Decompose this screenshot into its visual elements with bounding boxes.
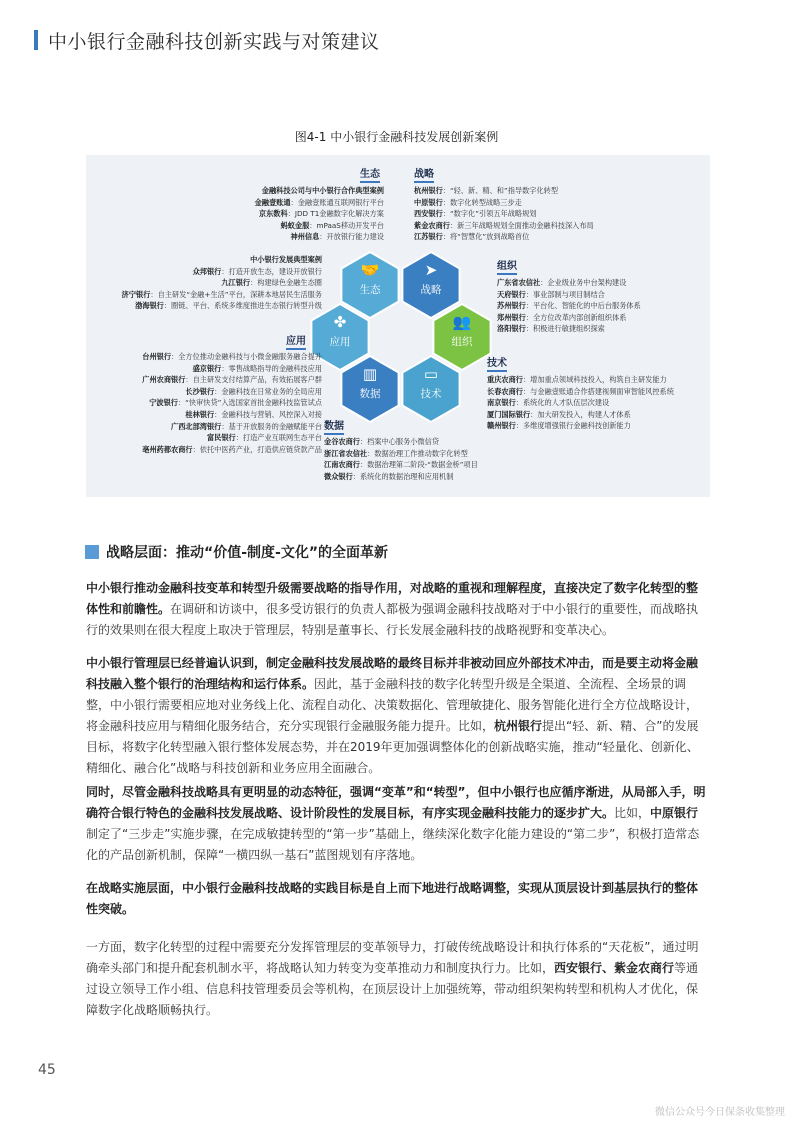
list-item: 金融壹账通：金融壹账通互联网银行平台	[254, 197, 384, 207]
list-item: 富民银行：打造产业互联网生态平台	[206, 433, 322, 443]
list-item: 江南农商行：数据治理第二阶段-“数据金桥”项目	[324, 460, 478, 470]
list-item: 亳州药都农商行：依托中医药产业，打造供应链贷款产品	[142, 444, 322, 454]
figure-panel	[86, 155, 710, 497]
list-item: 广州农商银行：自主研发支付结算产品，有效拓展客户群	[142, 375, 322, 385]
shengtai-group2-head: 中小银行发展典型案例	[250, 255, 322, 264]
hex-label-shengtai: 生态	[359, 284, 381, 296]
hex-label-yingyong: 应用	[329, 336, 351, 348]
shengtai-group1	[255, 185, 384, 243]
list-item: 京东数科：JDD T1金融数字化解决方案	[258, 209, 384, 219]
list-item: 紫金农商行：新三年战略规划全面推动金融科技深入布局	[414, 220, 594, 230]
paragraph-2: 中小银行管理层已经普遍认识到，制定金融科技发展战略的最终目标并非被动回应外部技术冲击，而是要主动将金融科技融入整个银行的治理结构和运行体系。因此，基于金融科技的数字化转型升级是全渠道、全流程、全场景的调整，中小银行需要相应地对业务线上化、流程自动化、决策数据化、管理敏捷化、服务智能化进行全方位战略设计，将金融科技应用与精细化服务结合，充分实现银行金融服务能力提升。比如，杭州银行提出“轻、新、精、合”的发展目标，将数字化转型融入银行整体发展态势，并在2019年更加强调整体化的创新战略实施，推动“轻量化、创新化、精细化、融合化”战略与科技创新和业务应用全面融合。	[86, 656, 699, 775]
hex-label-jishu: 技术	[420, 388, 442, 400]
list-item: 中原银行：数字化转型战略三步走	[414, 197, 522, 207]
watermark: 微信公众号今日保条收集整理	[655, 1107, 785, 1118]
zuzhi-list	[497, 277, 641, 335]
zhanlue-list	[414, 185, 594, 243]
jishu-list	[487, 374, 674, 432]
list-item: 浙江省农信社：数据治理工作推动数字化转型	[324, 448, 468, 458]
list-item: 郑州银行：全方位改革内部创新组织体系	[497, 312, 627, 322]
list-item: 南京银行：系统化的人才队伍层次建设	[487, 398, 610, 408]
category-shuju: 数据	[324, 417, 344, 435]
list-item: 济宁银行：自主研发“金融+生活”平台，深耕本地居民生活服务	[121, 289, 322, 299]
list-item: 苏州银行：平台化、智能化的中后台服务体系	[497, 301, 641, 311]
shuju-list	[324, 436, 478, 482]
list-item: 江苏银行：将“智慧化”放到战略首位	[414, 232, 530, 242]
list-item: 微众银行：系统化的数据治理和应用机制	[324, 471, 454, 481]
yingyong-list	[142, 351, 322, 455]
paragraph-5: 一方面，数字化转型的过程中需要充分发挥管理层的变革领导力，打破传统战略设计和执行体系的“天花板”，通过明确牵头部门和提升配套机制水平，将战略认知力转变为变革推动力和制度执行力。比如，西安银行、紫金农商行等通过设立领导工作小组、信息科技管理委员会等机构，在顶层设计上加强统筹，带动组织架构转型和机构人才优化，保障数字化战略顺畅执行。	[86, 940, 699, 1017]
page-header-title: 中小银行金融科技创新实践与对策建议	[48, 31, 380, 53]
hex-label-shuju: 数据	[359, 388, 381, 400]
list-item: 杭州银行：“轻、新、精、和”指导数字化转型	[414, 186, 559, 195]
list-item: 广西北部湾银行：基于开放服务的金融赋能平台	[171, 421, 322, 431]
header-accent-bar	[34, 30, 38, 50]
page-number: 45	[38, 1062, 56, 1078]
hex-label-zhanlue: 战略	[420, 284, 442, 296]
handshake-icon: 🤝	[360, 261, 380, 279]
list-item: 蚂蚁金服：mPaaS移动开发平台	[280, 220, 384, 230]
people-icon: 👥	[452, 313, 472, 331]
list-item: 重庆农商行：增加重点领域科技投入，构筑自主研发能力	[487, 375, 667, 384]
list-item: 洛阳银行：积极进行敏捷组织探索	[497, 324, 605, 334]
section-marker	[85, 545, 99, 559]
list-item: 赣州银行：多维度增强银行金融科技创新能力	[487, 421, 631, 431]
paper-plane-icon: ➤	[424, 261, 438, 279]
category-zhanlue: 战略	[414, 165, 434, 183]
list-item: 长春农商行：与金融壹账通合作搭建视频面审智能风控系统	[487, 386, 674, 396]
list-item: 金谷农商行：档案中心服务小微信贷	[324, 437, 440, 446]
hex-label-zuzhi: 组织	[451, 336, 473, 348]
category-shengtai: 生态	[360, 165, 380, 183]
shengtai-group2	[122, 254, 322, 312]
list-item: 九江银行：构建绿色金融生态圈	[221, 278, 322, 288]
category-yingyong: 应用	[286, 332, 306, 350]
category-zuzhi: 组织	[497, 257, 517, 275]
list-item: 渤海银行：圈链、平台、系统多维度推进生态银行转型升级	[135, 301, 322, 311]
list-item: 盛京银行：零售战略指导的金融科技应用	[192, 363, 322, 373]
monitor-icon: ▭	[423, 365, 439, 383]
category-jishu: 技术	[487, 354, 507, 372]
list-item: 神州信息：开放银行能力建设	[290, 232, 384, 242]
shengtai-group1-head: 金融科技公司与中小银行合作典型案例	[261, 186, 384, 195]
list-item: 宁波银行：“快审快贷”入选国家首批金融科技监管试点	[149, 398, 322, 408]
list-item: 众邦银行：打造开放生态，建设开放银行	[192, 266, 322, 276]
list-item: 广东省农信社：企业级业务中台架构建设	[497, 278, 627, 287]
bar-chart-icon: ▥	[362, 365, 378, 383]
paragraph-3: 同时，尽管金融科技战略具有更明显的动态特征，强调“变革”和“转型”，但中小银行也应循序渐进，从局部入手，明确符合银行特色的金融科技发展战略、设计阶段性的发展目标，有序实现金融科技能力的逐步扩大。比如，中原银行制定了“三步走”实施步骤，在完成敏捷转型的“第一步”基础上，继续深化数字化能力建设的“第二步”，积极打造常态化的产品创新机制，保障“一横四纵一基石”蓝图规划有序落地。	[86, 785, 706, 862]
paragraph-4: 在战略实施层面，中小银行金融科技战略的实践目标是自上而下地进行战略调整，实现从顶层设计到基层执行的整体性突破。	[86, 881, 699, 916]
list-item: 台州银行：全方位推动金融科技与小微金融服务融合提升	[142, 352, 322, 361]
list-item: 桂林银行：金融科技与营销、风控深入对接	[185, 409, 322, 419]
list-item: 厦门国际银行：加大研发投入，构建人才体系	[487, 409, 631, 419]
section-title: 战略层面：推动“价值-制度-文化”的全面革新	[106, 545, 389, 561]
list-item: 长沙银行：金融科技在日常业务的全局应用	[185, 386, 322, 396]
figure-title: 图4-1 中小银行金融科技发展创新案例	[294, 130, 499, 144]
clover-icon: ✤	[333, 313, 347, 331]
list-item: 天府银行：事业部制与项目制结合	[497, 289, 605, 299]
list-item: 西安银行：“数字化”引领五年战略规划	[414, 209, 537, 219]
paragraph-1: 中小银行推动金融科技变革和转型升级需要战略的指导作用，对战略的重视和理解程度，直接决定了数字化转型的整体性和前瞻性。在调研和访谈中，很多受访银行的负责人都极为强调金融科技战略对于中小银行的重要性，而战略执行的效果则在很大程度上取决于管理层，特别是董事长、行长发展金融科技的战略视野和变革决心。	[86, 581, 699, 637]
